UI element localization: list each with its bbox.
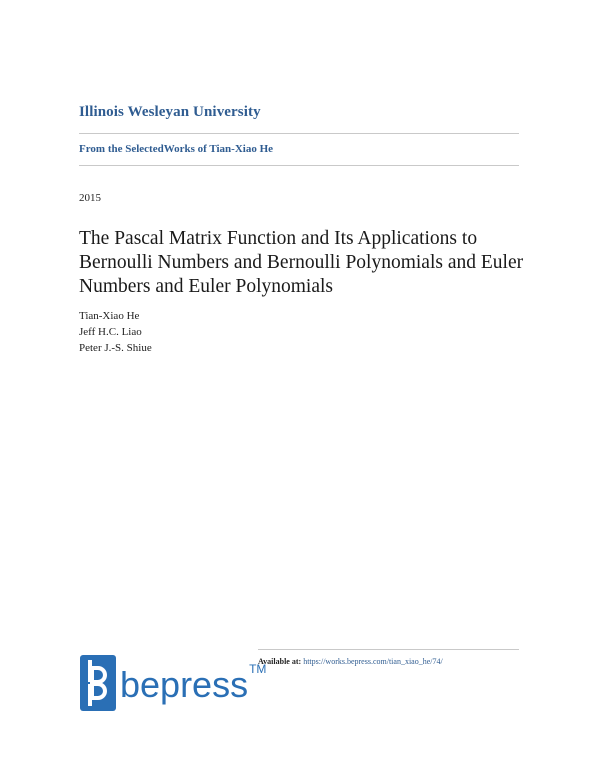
bepress-logo[interactable]: [80, 655, 266, 711]
author-name: Peter J.-S. Shiue: [79, 342, 152, 354]
footer-divider: [258, 649, 519, 650]
available-label: Available at:: [258, 657, 302, 666]
paper-title: The Pascal Matrix Function and Its Applications to Bernoulli Numbers and Bernoulli Polynomials and Euler Numbers and Euler Polynomials: [79, 228, 524, 297]
collection-divider: [79, 165, 519, 166]
bepress-logo-mark-icon: [80, 655, 116, 711]
trademark-mark: TM: [249, 662, 267, 676]
author-list: [79, 308, 152, 356]
publication-year: 2015: [79, 192, 101, 204]
collection-link[interactable]: From the SelectedWorks of Tian-Xiao He: [79, 143, 274, 155]
available-url-link[interactable]: https://works.bepress.com/tian_xiao_he/74/: [303, 657, 443, 666]
availability-line: [258, 657, 443, 666]
author-name: Jeff H.C. Liao: [79, 326, 142, 338]
bepress-logo-word: bepress: [120, 664, 249, 705]
header-divider: [79, 133, 519, 134]
institution-name[interactable]: Illinois Wesleyan University: [79, 104, 261, 120]
author-name: Tian-Xiao He: [79, 310, 140, 322]
